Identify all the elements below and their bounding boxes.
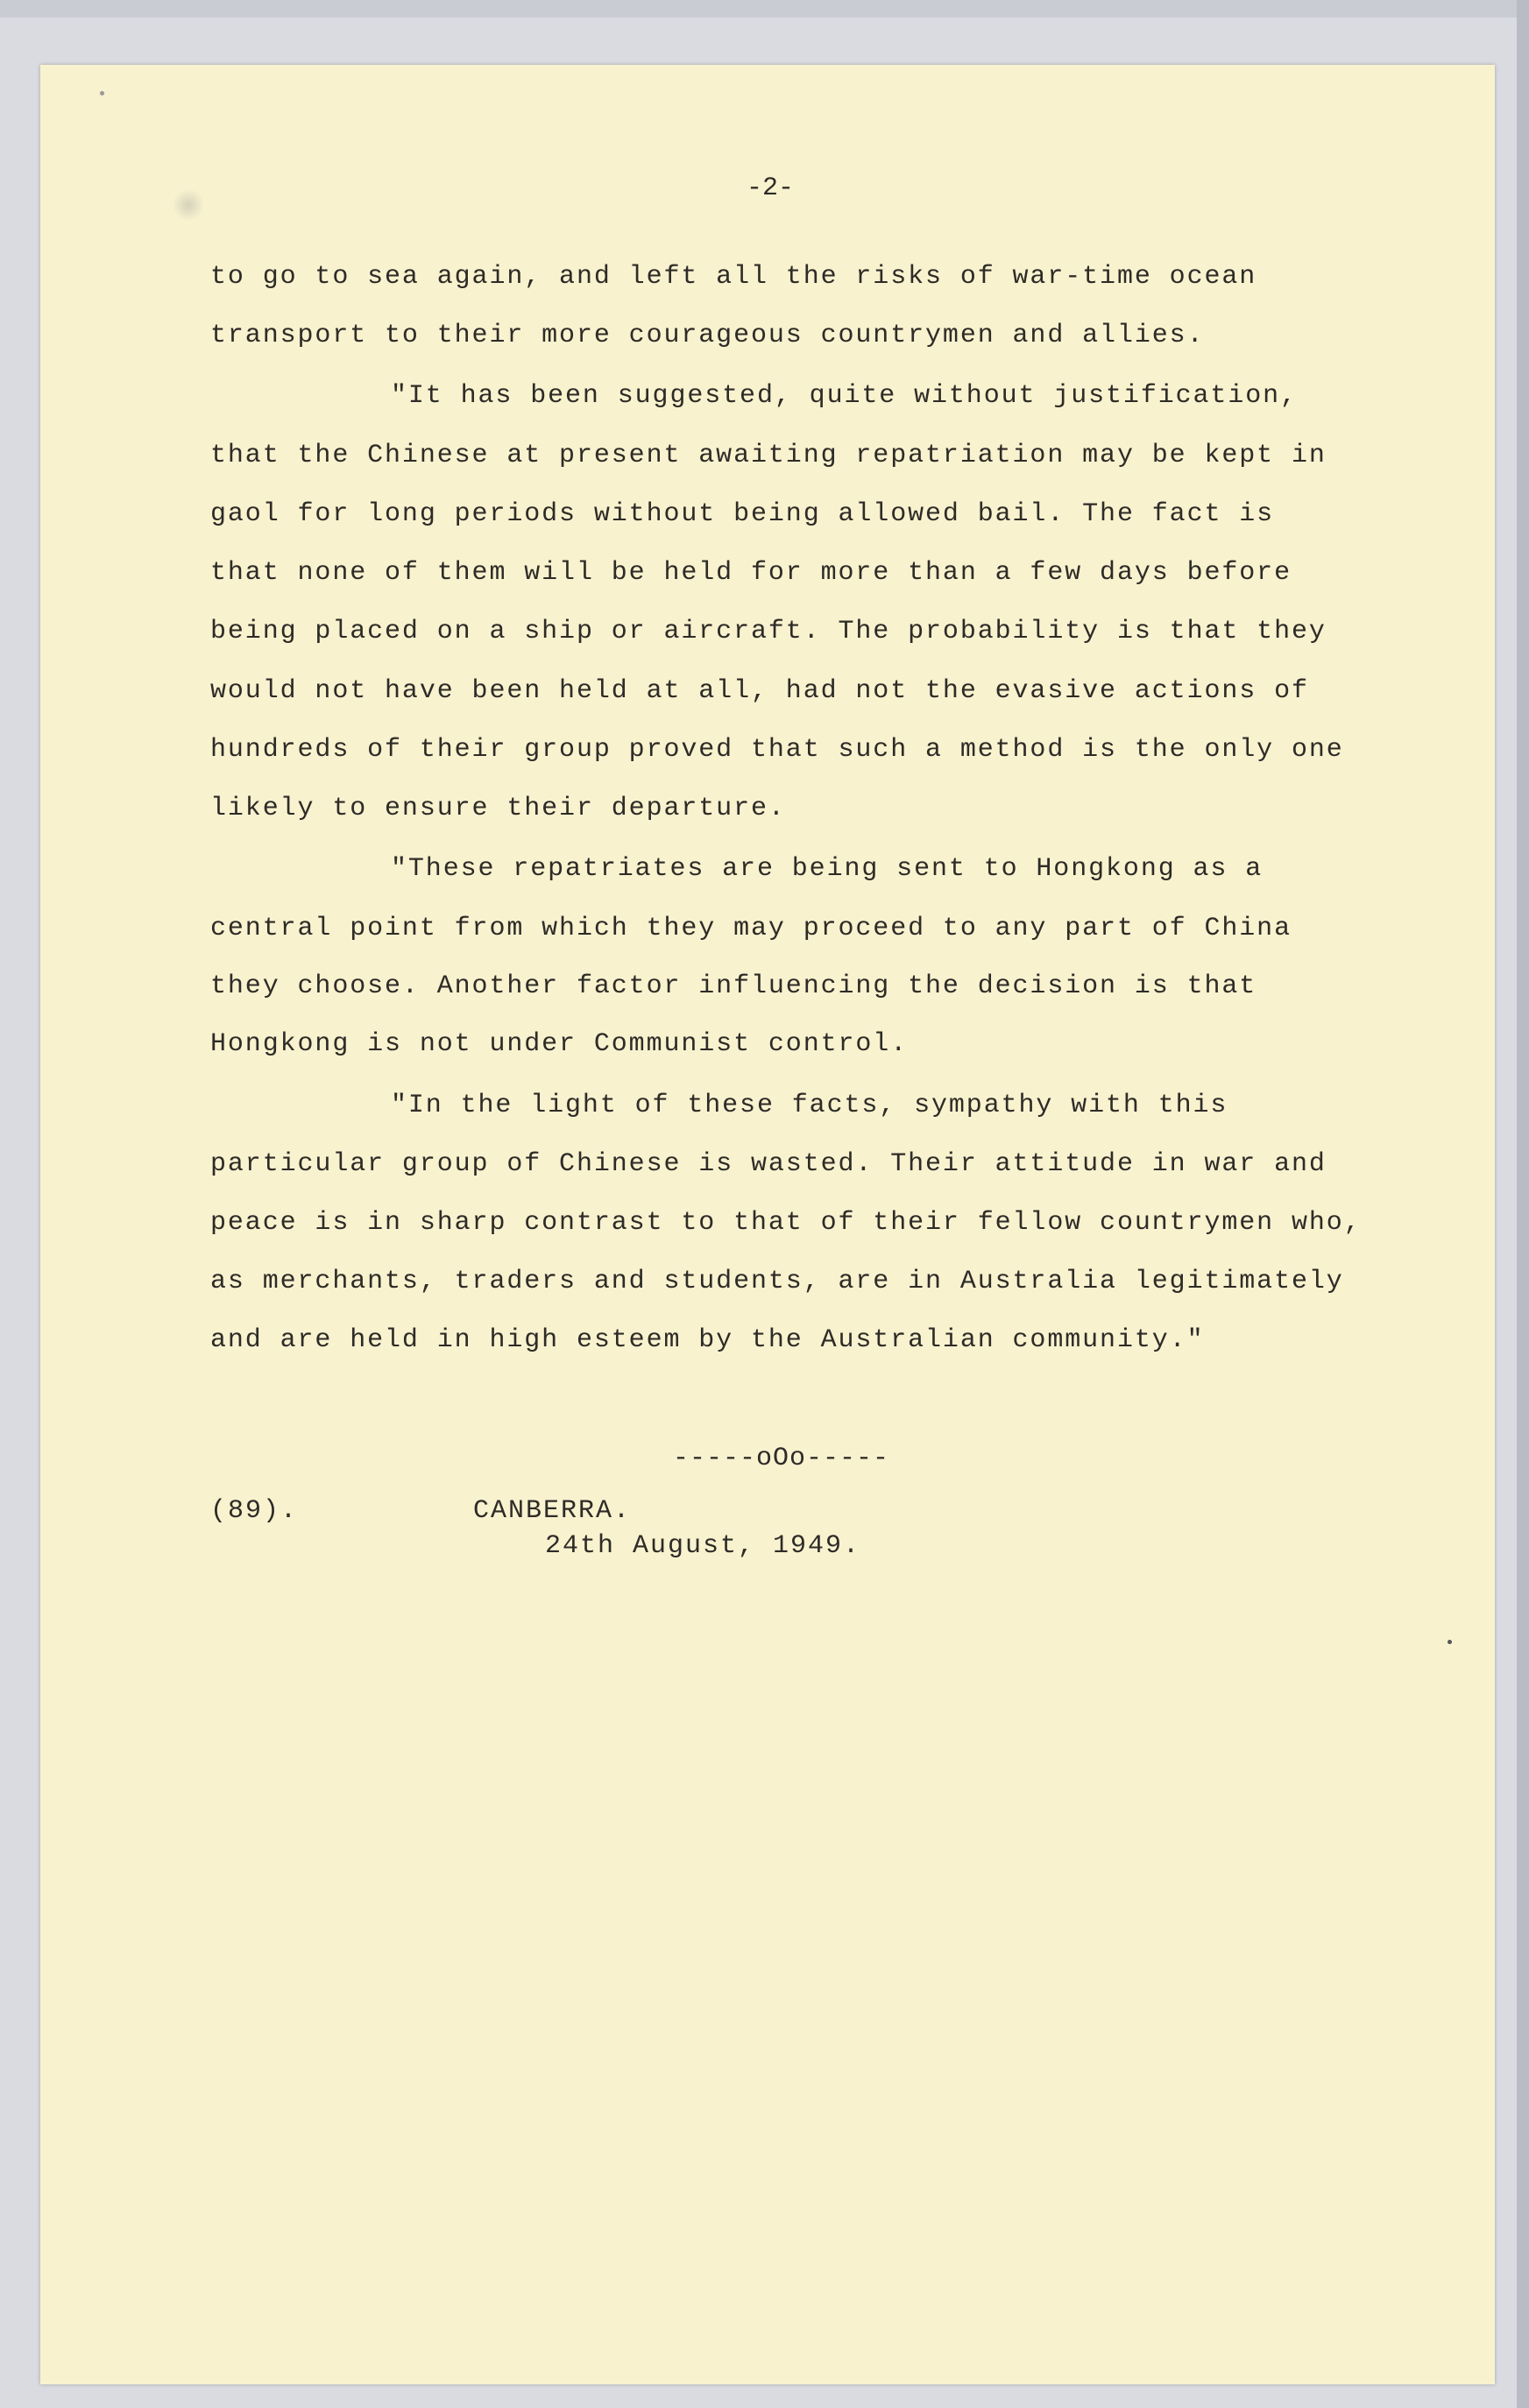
paragraph-first-line: "In the light of these facts, sympathy with this (391, 1091, 1228, 1120)
reference-number: (89). (210, 1496, 299, 1526)
place-name: CANBERRA. (473, 1496, 632, 1526)
ink-smudge (173, 187, 203, 222)
body-line: that the Chinese at present awaiting repatriation may be kept in (210, 441, 1327, 470)
body-line: hundreds of their group proved that such a method is the only one (210, 735, 1344, 765)
scan-background-top (0, 0, 1529, 18)
body-line: particular group of Chinese is wasted. Their attitude in war and (210, 1149, 1327, 1179)
page-number: -2- (747, 173, 795, 203)
body-line: as merchants, traders and students, are in Australia legitimately (210, 1267, 1344, 1296)
body-line: and are held in high esteem by the Australian community." (210, 1325, 1205, 1355)
body-line: gaol for long periods without being allowed bail. The fact is (210, 499, 1275, 529)
scan-background-right (1517, 0, 1529, 2408)
paragraph-first-line: "It has been suggested, quite without justification, (391, 381, 1298, 411)
paper-speck (1448, 1640, 1452, 1644)
body-line: likely to ensure their departure. (210, 794, 786, 823)
document-date: 24th August, 1949. (545, 1531, 861, 1561)
body-line: they choose. Another factor influencing the decision is that (210, 971, 1257, 1001)
body-line: to go to sea again, and left all the risks of war-time ocean (210, 262, 1257, 292)
body-line: would not have been held at all, had not the evasive actions of (210, 676, 1309, 706)
section-separator: -----oOo----- (673, 1444, 890, 1473)
body-line: central point from which they may proceed to any part of China (210, 914, 1292, 943)
body-line: being placed on a ship or aircraft. The probability is that they (210, 617, 1327, 646)
body-line: Hongkong is not under Communist control. (210, 1029, 909, 1059)
paragraph-first-line: "These repatriates are being sent to Hongkong as a (391, 854, 1264, 884)
body-line: transport to their more courageous countrymen and allies. (210, 321, 1205, 350)
body-line: that none of them will be held for more than a few days before (210, 558, 1292, 588)
paper-speck (100, 91, 104, 95)
body-line: peace is in sharp contrast to that of their fellow countrymen who, (210, 1208, 1362, 1238)
